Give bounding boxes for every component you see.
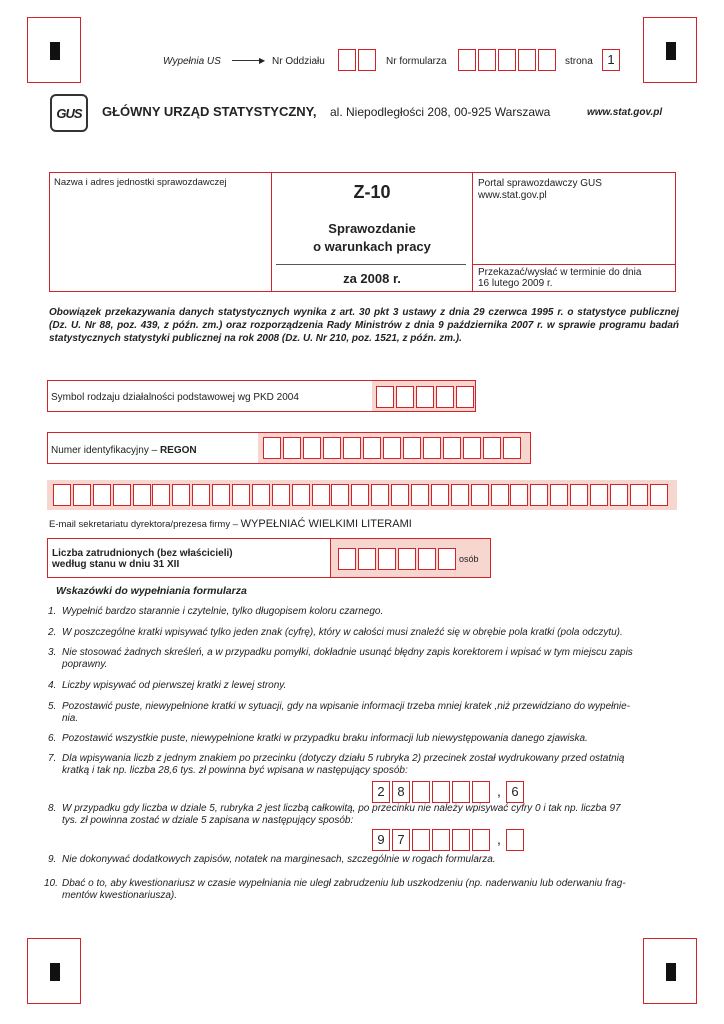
employees-cell[interactable] — [398, 548, 416, 570]
form-year: za 2008 r. — [343, 271, 401, 286]
instruction-item-cont: mentów kwestionariusza). — [62, 890, 178, 901]
regon-cell[interactable] — [363, 437, 381, 459]
example-cell — [432, 781, 450, 803]
instruction-item-cont: poprawny. — [62, 659, 108, 670]
email-cell[interactable] — [152, 484, 170, 506]
employees-cell[interactable] — [358, 548, 376, 570]
corner-mark-top-left — [27, 17, 81, 83]
email-cell[interactable] — [172, 484, 190, 506]
nr-formularza-cell[interactable] — [478, 49, 496, 71]
regon-cell[interactable] — [423, 437, 441, 459]
email-boxes — [53, 484, 670, 506]
email-cell[interactable] — [590, 484, 608, 506]
instruction-item: 1. Wypełnić bardzo starannie i czytelnie, tylko długopisem koloru czarnego. — [48, 606, 384, 617]
nr-formularza-cell[interactable] — [458, 49, 476, 71]
corner-mark-bottom-right — [643, 938, 697, 1004]
portal-line1: Portal sprawozdawczy GUS — [478, 178, 602, 189]
employees-cell[interactable] — [418, 548, 436, 570]
gus-logo: GUS — [50, 94, 88, 132]
regon-cell[interactable] — [323, 437, 341, 459]
example-cell — [412, 829, 430, 851]
employees-cell[interactable] — [338, 548, 356, 570]
email-cell[interactable] — [272, 484, 290, 506]
email-cell[interactable] — [73, 484, 91, 506]
form-title-line1: Sprawozdanie — [328, 221, 416, 236]
strona-label: strona — [565, 56, 593, 67]
nr-oddzialu-cell[interactable] — [358, 49, 376, 71]
email-label: E-mail sekretariatu dyrektora/prezesa firmy – WYPEŁNIAĆ WIELKIMI LITERAMI — [49, 518, 412, 530]
pkd-cell[interactable] — [436, 386, 454, 408]
agency-website: www.stat.gov.pl — [587, 107, 663, 118]
regon-cell[interactable] — [303, 437, 321, 459]
instruction-item: 7. Dla wpisywania liczb z jednym znakiem po przecinku (dotyczy działu 5 rubryka 2) przecinek został wydrukowany przed ostatnią — [48, 753, 625, 764]
regon-cell[interactable] — [283, 437, 301, 459]
regon-cell[interactable] — [443, 437, 461, 459]
email-cell[interactable] — [550, 484, 568, 506]
email-cell[interactable] — [292, 484, 310, 506]
employees-cell[interactable] — [438, 548, 456, 570]
regon-label: Numer identyfikacyjny – REGON — [51, 445, 197, 456]
form-code: Z-10 — [353, 182, 391, 202]
example-cell: 7 — [392, 829, 410, 851]
example-comma: , — [497, 783, 501, 799]
legal-basis-text: Obowiązek przekazywania danych statystycznych wynika z art. 30 pkt 3 ustawy z dnia 29 czerwca 1995 r. o statystyce publicznej (Dz. U. Nr 88, poz. 439, z późn. zm.) oraz rozporządzenia Rady Ministrów z dnia 9 października 2007 r. w sprawie programu badań statystycznych statystyki publicznej na rok 2008 (Dz. U. Nr 210, poz. 1521, z późn. zm.). — [49, 307, 679, 344]
example-cell — [452, 829, 470, 851]
portal-line2: www.stat.gov.pl — [478, 190, 547, 201]
example-cell — [412, 781, 430, 803]
instruction-item: 4. Liczby wpisywać od pierwszej kratki z lewej strony. — [48, 680, 287, 691]
instruction-item: 10. Dbać o to, aby kwestionariusz w czasie wypełniania nie uległ zabrudzeniu lub uszkodzeniu (np. naderwaniu lub oderwaniu frag- — [44, 878, 626, 889]
agency-address: al. Niepodległości 208, 00-925 Warszawa — [330, 105, 551, 119]
email-cell[interactable] — [133, 484, 151, 506]
pkd-cell[interactable] — [456, 386, 474, 408]
instruction-item: 6. Pozostawić wszystkie puste, niewypełnione kratki w przypadku braku informacji lub niewystępowania danego zjawiska. — [48, 733, 588, 744]
email-cell[interactable] — [331, 484, 349, 506]
deadline-line2: 16 lutego 2009 r. — [478, 278, 553, 289]
email-cell[interactable] — [371, 484, 389, 506]
instruction-item-cont: nia. — [62, 713, 79, 724]
example-cell: 8 — [392, 781, 410, 803]
strona-boxes — [602, 49, 622, 71]
example-cell — [506, 829, 524, 851]
email-cell[interactable] — [391, 484, 409, 506]
nr-formularza-boxes — [458, 49, 558, 71]
pkd-cell[interactable] — [396, 386, 414, 408]
regon-cell[interactable] — [263, 437, 281, 459]
strona-cell: 1 — [602, 49, 620, 71]
example-97-boxes — [372, 829, 526, 851]
example-cell — [452, 781, 470, 803]
example-cell — [472, 829, 490, 851]
nr-formularza-label: Nr formularza — [386, 56, 447, 67]
example-cell — [432, 829, 450, 851]
nr-formularza-cell[interactable] — [518, 49, 536, 71]
regon-cell[interactable] — [483, 437, 501, 459]
email-cell[interactable] — [431, 484, 449, 506]
employees-cell[interactable] — [378, 548, 396, 570]
email-cell[interactable] — [530, 484, 548, 506]
regon-cell[interactable] — [463, 437, 481, 459]
agency-name: GŁÓWNY URZĄD STATYSTYCZNY, — [102, 104, 317, 119]
example-28-6-boxes — [372, 781, 526, 803]
email-cell[interactable] — [93, 484, 111, 506]
email-cell[interactable] — [192, 484, 210, 506]
regon-cell[interactable] — [383, 437, 401, 459]
nr-oddzialu-label: Nr Oddziału — [272, 56, 325, 67]
arrow-line — [232, 60, 260, 61]
nr-oddzialu-cell[interactable] — [338, 49, 356, 71]
regon-cell[interactable] — [343, 437, 361, 459]
form-title-line2: o warunkach pracy — [313, 239, 431, 254]
employees-boxes — [338, 548, 458, 570]
deadline-line1: Przekazać/wysłać w terminie do dnia — [478, 267, 642, 278]
email-cell[interactable] — [491, 484, 509, 506]
email-cell[interactable] — [53, 484, 71, 506]
employees-label-line1: Liczba zatrudnionych (bez właścicieli) — [52, 548, 233, 559]
pkd-cell[interactable] — [416, 386, 434, 408]
regon-cell[interactable] — [503, 437, 521, 459]
email-cell[interactable] — [630, 484, 648, 506]
regon-cell[interactable] — [403, 437, 421, 459]
corner-mark-top-right — [643, 17, 697, 83]
email-cell[interactable] — [212, 484, 230, 506]
email-cell[interactable] — [411, 484, 429, 506]
employees-unit: osób — [459, 554, 479, 564]
email-cell[interactable] — [351, 484, 369, 506]
email-cell[interactable] — [113, 484, 131, 506]
email-cell[interactable] — [610, 484, 628, 506]
pkd-label: Symbol rodzaju działalności podstawowej wg PKD 2004 — [51, 392, 299, 403]
example-cell: 2 — [372, 781, 390, 803]
unit-name-label: Nazwa i adres jednostki sprawozdawczej — [54, 177, 227, 188]
email-cell[interactable] — [451, 484, 469, 506]
instruction-item: 3. Nie stosować żadnych skreśleń, a w przypadku pomyłki, dokładnie usunąć błędny zapis korektorem i wpisać w tym miejscu zapis — [48, 647, 633, 658]
wypelnia-us-label: Wypełnia US — [163, 56, 221, 67]
email-cell[interactable] — [312, 484, 330, 506]
nr-oddzialu-boxes — [338, 49, 378, 71]
email-cell[interactable] — [570, 484, 588, 506]
email-cell[interactable] — [510, 484, 528, 506]
example-comma: , — [497, 831, 501, 847]
email-cell[interactable] — [232, 484, 250, 506]
pkd-boxes — [376, 386, 476, 408]
example-cell — [472, 781, 490, 803]
nr-formularza-cell[interactable] — [538, 49, 556, 71]
instruction-item: 9. Nie dokonywać dodatkowych zapisów, notatek na marginesach, szczególnie w rogach formularza. — [48, 854, 496, 865]
example-cell: 9 — [372, 829, 390, 851]
corner-mark-bottom-left — [27, 938, 81, 1004]
instruction-item: 8. W przypadku gdy liczba w dziale 5, rubryka 2 jest liczbą całkowitą, po przecinku nie należy wpisywać cyfry 0 i tak np. liczba 97 — [48, 803, 621, 814]
arrow-icon: ▶ — [259, 56, 266, 65]
instruction-item: 2. W poszczególne kratki wpisywać tylko jeden znak (cyfrę), który w całości musi znaleźć się w obrębie pola kratki (pola odczytu). — [48, 627, 623, 638]
nr-formularza-cell[interactable] — [498, 49, 516, 71]
example-cell: 6 — [506, 781, 524, 803]
regon-boxes — [263, 437, 523, 459]
email-cell[interactable] — [650, 484, 668, 506]
instructions-title: Wskazówki do wypełniania formularza — [56, 585, 247, 597]
employees-label-line2: według stanu w dniu 31 XII — [52, 559, 180, 570]
instruction-item: 5. Pozostawić puste, niewypełnione kratki w sytuacji, gdy na wpisanie informacji trzeba mniej kratek ,niż przewidziano do wypełnie- — [48, 701, 631, 712]
pkd-cell[interactable] — [376, 386, 394, 408]
email-cell[interactable] — [471, 484, 489, 506]
instruction-item-cont: tys. zł powinna zostać w dziale 5 zapisana w następujący sposób: — [62, 815, 354, 826]
instruction-item-cont: kratką i tak np. liczba 28,6 tys. zł powinna być wpisana w następujący sposób: — [62, 765, 408, 776]
email-cell[interactable] — [252, 484, 270, 506]
